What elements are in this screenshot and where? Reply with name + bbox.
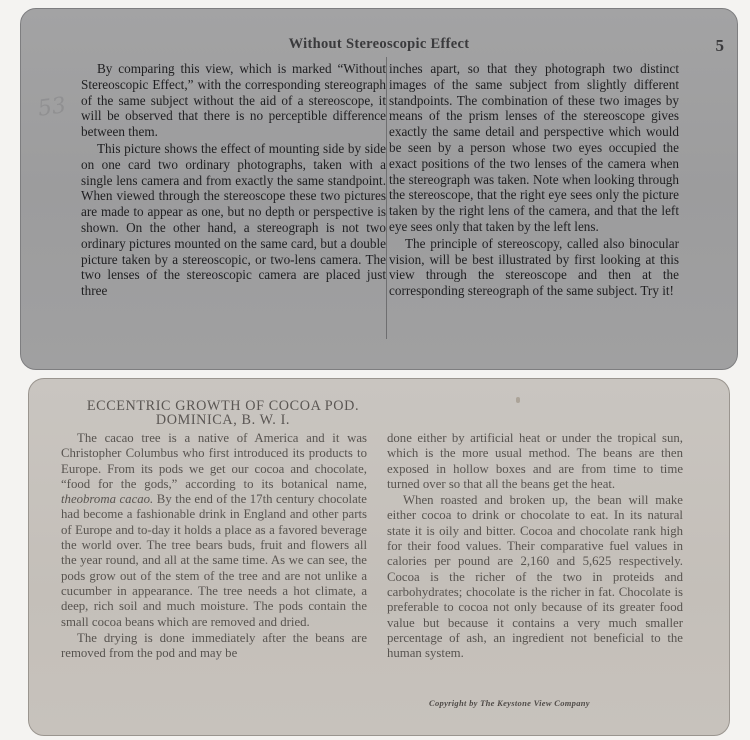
column-divider xyxy=(386,57,387,339)
text-run: The cacao tree is a native of America and it was Christopher Columbus who first introduced its products to Europe. From its pods we get our cocoa and chocolate, “food for the gods,” according to its botanical name, xyxy=(61,431,367,491)
title-line: ECCENTRIC GROWTH OF COCOA POD. xyxy=(86,398,360,414)
card-title xyxy=(73,399,373,427)
paragraph: By comparing this view, which is marked “Without Stereoscopic Effect,” with the corresponding stereograph of the same subject without the aid of a stereoscope, it will be observed that there is no perceptible difference between them. xyxy=(81,61,386,140)
paragraph: done either by artificial heat or under the tropical sun, which is the more usual method. The beans are then exposed in hollow boxes and are from time to time turned over so that all the beans get the heat. xyxy=(387,431,683,491)
left-text-column xyxy=(61,431,367,661)
stain-mark xyxy=(516,397,520,403)
paragraph xyxy=(61,431,367,630)
card-header: Without Stereoscopic Effect xyxy=(288,36,470,52)
page-number: 5 xyxy=(715,36,724,55)
title-line: DOMINICA, B. W. I. xyxy=(155,412,291,428)
bottom-stereocard-back xyxy=(28,378,730,736)
left-text-column xyxy=(81,61,386,299)
botanical-name: theobroma cacao. xyxy=(61,492,154,507)
right-text-column xyxy=(389,61,679,299)
copyright-line: Copyright by The Keystone View Company xyxy=(429,698,590,708)
text-run: By the end of the 17th century chocolate had become a fashionable drink in England and other parts of Europe and to-day it holds a place as a favored beverage the world over. The tree bears buds, fruit and flowers all the year round, and all at the same time. As we can see, the pods grow out of the stem of the tree and are not unlike a cucumber in appearance. The tree needs a hot climate, a deep, rich soil and much moisture. The pods contain the small cocoa beans which are removed and dried. xyxy=(61,492,367,629)
paragraph: The drying is done immediately after the beans are removed from the pod and may be xyxy=(61,630,367,661)
paragraph: When roasted and broken up, the bean will make either cocoa to drink or chocolate to eat. In its natural state it is oily and bitter. Cocoa and chocolate rank high for their food values. Their comparative fuel values in calories per pound are 2,160 and 5,625 respectively. Cocoa is the richer of the two in proteids and carbohydrates; chocolate is the richer in fat. Chocolate is preferable to cocoa not only because of its greater food value but because it contains a very much smaller percentage of ash, an ingredient not beneficial to the human system. xyxy=(387,493,683,661)
right-text-column xyxy=(387,431,683,661)
pencil-annotation: 53 xyxy=(36,93,68,122)
paragraph: The principle of stereoscopy, called also binocular vision, will be best illustrated by first looking at this view through the stereoscope and then at the corresponding stereograph of the same subject. Try it! xyxy=(389,235,679,299)
paragraph: This picture shows the effect of mounting side by side on one card two ordinary photographs, taken with a single lens camera and from exactly the same standpoint. When viewed through the stereoscope these two pictures are made to appear as one, but no depth or perspective is shown. On the other hand, a stereograph is not two ordinary pictures mounted on the same card, but a double picture taken by a stereoscopic, or two-lens camera. The two lenses of the stereoscopic camera are placed just three xyxy=(81,140,386,299)
top-stereocard-back xyxy=(20,8,738,370)
paragraph: inches apart, so that they photograph two distinct images of the same subject from slightly different standpoints. The combination of these two images by means of the prism lenses of the stereoscope gives exactly the same detail and perspective which would be seen by a person whose two eyes occupied the exact positions of the two lenses of the camera when the stereograph was taken. Note when looking through the stereoscope, that the right eye sees only the picture taken by the right lens of the camera, and that the left eye sees only that taken by the left lens. xyxy=(389,61,679,234)
